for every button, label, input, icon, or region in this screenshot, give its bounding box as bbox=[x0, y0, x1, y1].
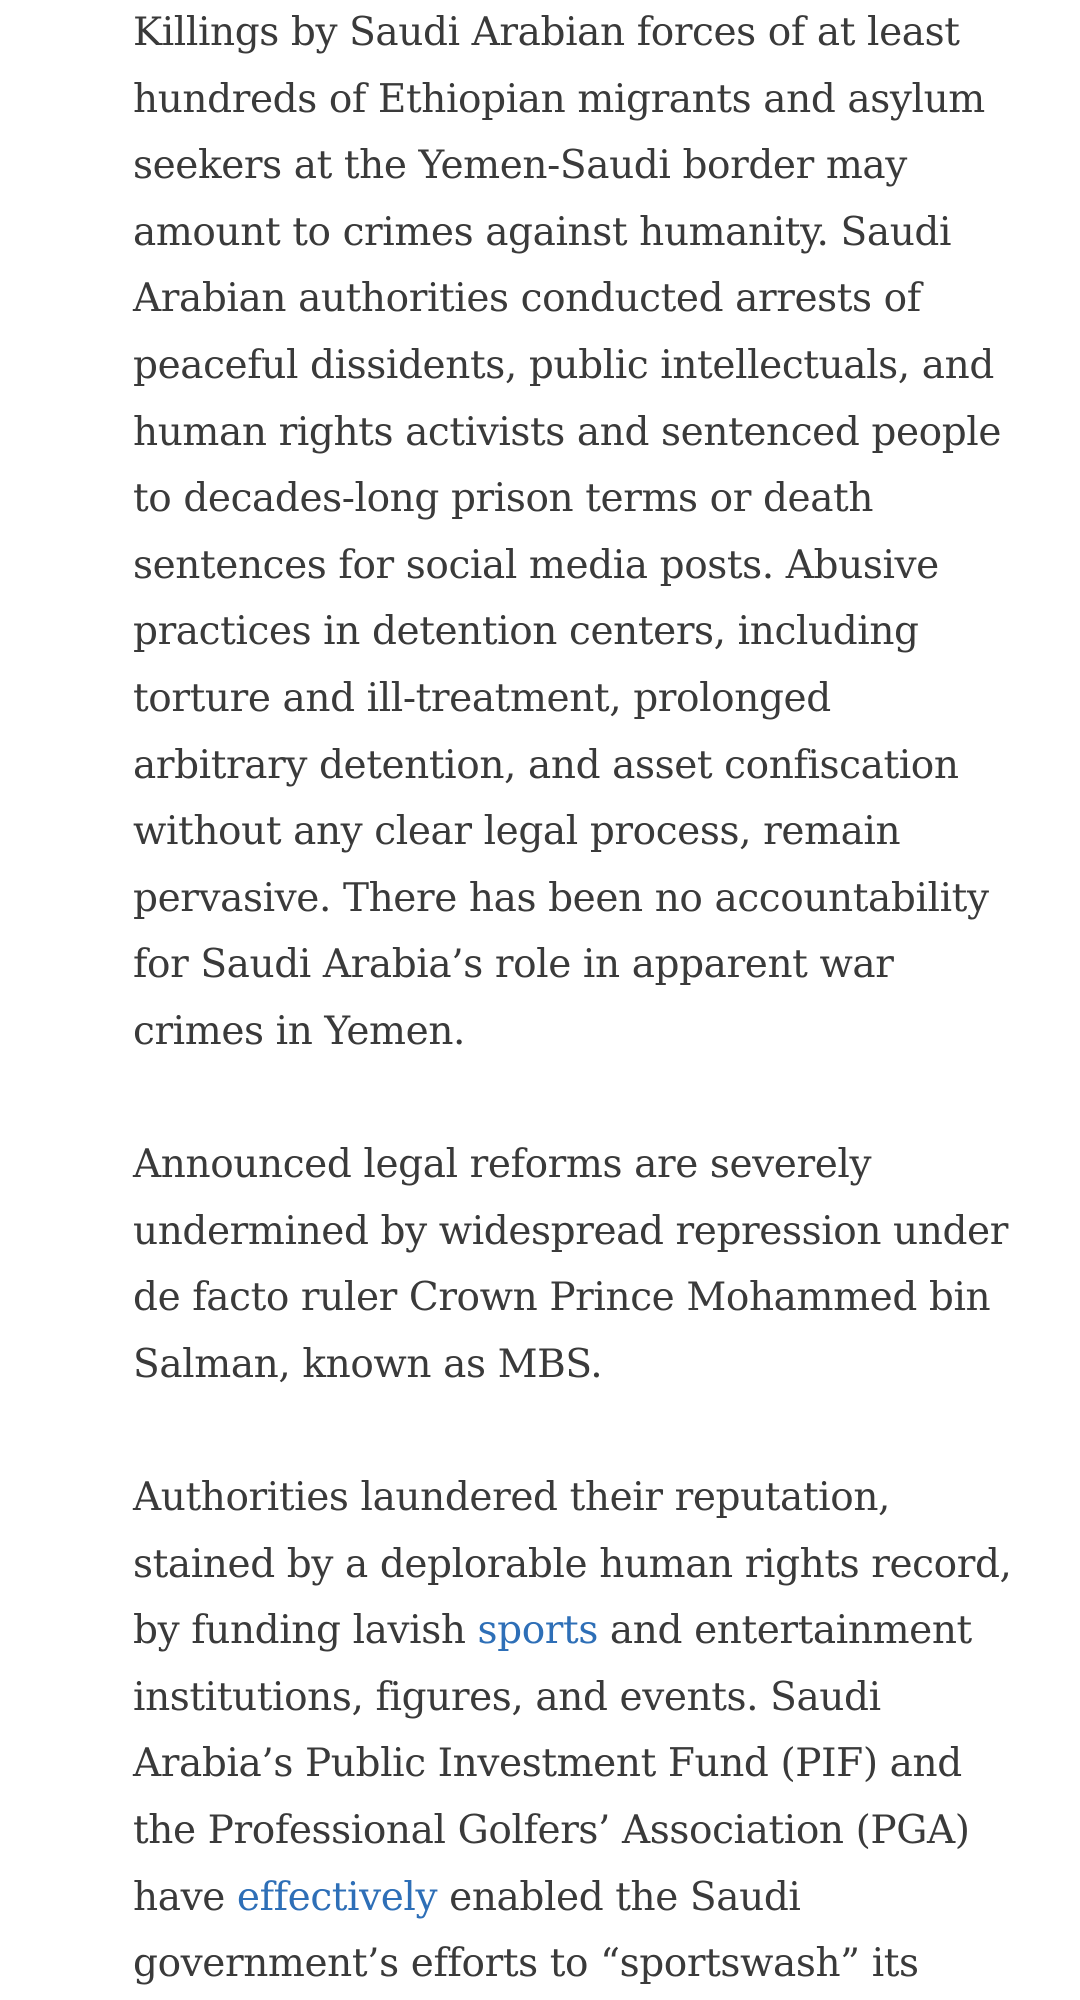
text-line: Authorities laundered their reputation, bbox=[133, 1475, 891, 1521]
text-line: amount to crimes against humanity. Saudi bbox=[133, 209, 952, 255]
text-line: undermined by widespread repression under bbox=[133, 1208, 1008, 1254]
text-line-with-link bbox=[133, 1598, 993, 1665]
paragraph-3 bbox=[133, 1465, 1012, 1998]
text-line: the Professional Golfers’ Association (PGA) bbox=[133, 1808, 970, 1854]
text-line: seekers at the Yemen-Saudi border may bbox=[133, 143, 907, 189]
text-line: practices in detention centers, including bbox=[133, 609, 919, 655]
text-line: without any clear legal process, remain bbox=[133, 809, 901, 855]
text-line: to decades-long prison terms or death bbox=[133, 476, 874, 522]
text-line: peaceful dissidents, public intellectuals, and bbox=[133, 342, 994, 388]
text-line-with-link bbox=[133, 1865, 993, 1932]
text-line: human rights activists and sentenced people bbox=[133, 409, 1002, 455]
text-line: Arabia’s Public Investment Fund (PIF) and bbox=[133, 1741, 962, 1787]
text-line: de facto ruler Crown Prince Mohammed bin bbox=[133, 1275, 991, 1321]
article-body bbox=[133, 0, 1012, 1998]
text-line: pervasive. There has been no accountability bbox=[133, 875, 989, 921]
paragraph-spacer bbox=[133, 1066, 993, 1133]
text-segment: have bbox=[133, 1874, 237, 1920]
paragraph-spacer bbox=[133, 1398, 993, 1465]
text-line: Salman, known as MBS. bbox=[133, 1341, 603, 1387]
text-line: arbitrary detention, and asset confiscation bbox=[133, 742, 959, 788]
text-segment: enabled the Saudi bbox=[437, 1874, 801, 1920]
text-segment: by funding lavish bbox=[133, 1608, 478, 1654]
text-line: Arabian authorities conducted arrests of bbox=[133, 276, 921, 322]
text-line: for Saudi Arabia’s role in apparent war bbox=[133, 942, 894, 988]
text-line: torture and ill-treatment, prolonged bbox=[133, 675, 831, 721]
text-line: stained by a deplorable human rights record, bbox=[133, 1541, 1012, 1587]
sports-link[interactable]: sports bbox=[477, 1608, 598, 1654]
text-line: institutions, figures, and events. Saudi bbox=[133, 1674, 881, 1720]
text-line: Killings by Saudi Arabian forces of at least bbox=[133, 10, 960, 55]
paragraph-2 bbox=[133, 1132, 1008, 1398]
text-line: sentences for social media posts. Abusive bbox=[133, 542, 939, 588]
text-line: hundreds of Ethiopian migrants and asylum bbox=[133, 76, 985, 122]
paragraph-1 bbox=[133, 0, 1002, 1066]
text-segment: and entertainment bbox=[597, 1608, 972, 1654]
text-line: crimes in Yemen. bbox=[133, 1008, 466, 1054]
text-line: Announced legal reforms are severely bbox=[133, 1142, 872, 1188]
text-line: government’s efforts to “sportswash” its bbox=[133, 1941, 919, 1987]
effectively-link[interactable]: effectively bbox=[236, 1874, 438, 1920]
